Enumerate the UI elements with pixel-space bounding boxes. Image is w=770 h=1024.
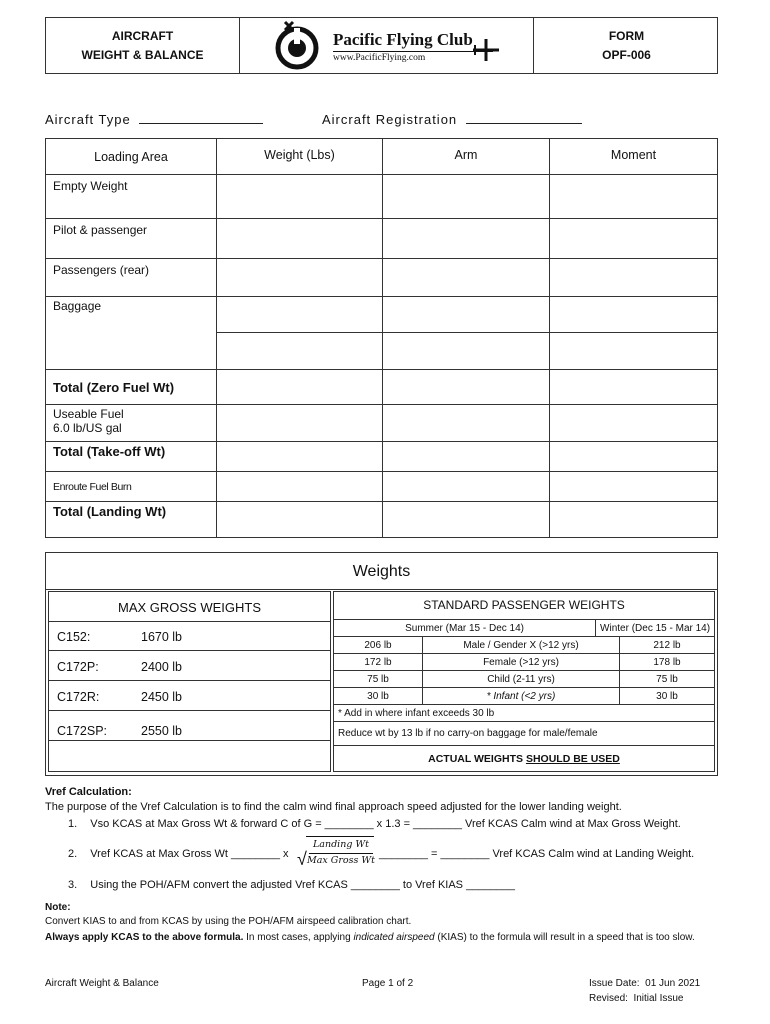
cell-input[interactable] [217, 370, 383, 405]
max-gross-panel [48, 591, 331, 772]
table-row [46, 259, 718, 297]
table-row [334, 620, 715, 637]
header-box [45, 17, 718, 74]
cell-input[interactable] [550, 219, 718, 259]
form-label: FORM [608, 29, 645, 43]
std-passenger-title: STANDARD PASSENGER WEIGHTS [423, 598, 625, 612]
cell-input[interactable] [383, 333, 550, 370]
row-label-zero-fuel: Total (Zero Fuel Wt) [46, 370, 217, 405]
header-right-cell [533, 18, 719, 73]
table-row [334, 746, 715, 772]
cell-input[interactable] [550, 370, 718, 405]
club-logo [239, 18, 579, 73]
cell-input[interactable] [383, 219, 550, 259]
table-row [46, 472, 718, 502]
weights-divider [46, 589, 717, 590]
cell-input[interactable] [217, 405, 383, 442]
table-row: 75 lb Child (2-11 yrs) 75 lb [334, 671, 715, 688]
vref-step-3: 3. Using the POH/AFM convert the adjusted Vref KCAS ________ to Vref KIAS ________ [68, 879, 516, 891]
fraction-numerator: Landing Wt [312, 839, 369, 850]
cell-input[interactable] [550, 472, 718, 502]
club-logo-icon [271, 20, 323, 72]
table-row: 172 lb Female (>12 yrs) 178 lb [334, 654, 715, 671]
cell-input[interactable] [383, 297, 550, 333]
weight-balance-table [45, 138, 718, 538]
row-label-rear-passengers: Passengers (rear) [46, 259, 217, 297]
cell-input[interactable] [217, 333, 383, 370]
table-row: * Add in where infant exceeds 30 lb [334, 705, 715, 722]
cell-input[interactable] [217, 175, 383, 219]
winter-header: Winter (Dec 15 - Mar 14) [596, 620, 715, 637]
footer-revised: Revised: Initial Issue [589, 993, 684, 1004]
aircraft-type-field[interactable] [139, 111, 263, 124]
cell-input[interactable] [550, 259, 718, 297]
std-passenger-panel [333, 591, 715, 772]
max-gross-row: C152: 1670 lb [49, 622, 330, 651]
row-label-empty-weight: Empty Weight [46, 175, 217, 219]
aircraft-registration-field[interactable] [466, 111, 582, 124]
header-left-cell [46, 18, 240, 73]
std-passenger-table [333, 619, 715, 772]
col-header-weight: Weight (Lbs) [217, 139, 383, 175]
cell-input[interactable] [217, 442, 383, 472]
cell-input[interactable] [383, 502, 550, 538]
cell-input[interactable] [217, 259, 383, 297]
cell-input[interactable] [550, 333, 718, 370]
actual-weights-note: ACTUAL WEIGHTS SHOULD BE USED [334, 746, 715, 772]
table-row [46, 442, 718, 472]
sqrt-fraction [297, 835, 377, 869]
row-label-takeoff: Total (Take-off Wt) [46, 442, 217, 472]
table-row: 206 lb Male / Gender X (>12 yrs) 212 lb [334, 637, 715, 654]
row-label-useable-fuel: Useable Fuel 6.0 lb/US gal [46, 405, 217, 442]
weights-box [45, 552, 718, 776]
table-row [46, 219, 718, 259]
cell-input[interactable] [383, 405, 550, 442]
vref-step-2: 2. Vref KCAS at Max Gross Wt ________ x [68, 848, 289, 860]
aircraft-registration-label: Aircraft Registration [322, 111, 582, 127]
row-label-pilot: Pilot & passenger [46, 219, 217, 259]
footer-issue-date: Issue Date: 01 Jun 2021 [589, 978, 701, 989]
table-row: 30 lb * Infant (<2 yrs) 30 lb [334, 688, 715, 705]
aircraft-type-label: Aircraft Type [45, 111, 263, 127]
cell-input[interactable] [383, 472, 550, 502]
col-header-arm: Arm [383, 139, 550, 175]
table-row [46, 405, 718, 442]
cell-input[interactable] [550, 442, 718, 472]
vref-step-1: 1. Vso KCAS at Max Gross Wt & forward C of G = ________ x 1.3 = ________ Vref KCAS Calm wind at Max Gross Weight. [68, 818, 681, 830]
cell-input[interactable] [217, 297, 383, 333]
col-header-moment: Moment [550, 139, 718, 175]
cell-input[interactable] [550, 405, 718, 442]
table-row [46, 502, 718, 538]
footer-page-number: Page 1 of 2 [362, 978, 414, 989]
form-number: OPF-006 [602, 48, 651, 62]
header-title-line1: AIRCRAFT [111, 29, 174, 43]
row-label-fuel-burn: Enroute Fuel Burn [46, 472, 217, 502]
vref-heading: Vref Calculation: [45, 786, 132, 798]
cell-input[interactable] [217, 502, 383, 538]
note-line-1: Convert KIAS to and from KCAS by using the POH/AFM airspeed calibration chart. [45, 916, 412, 927]
cell-input[interactable] [217, 472, 383, 502]
weights-title: Weights [352, 563, 411, 580]
max-gross-title: MAX GROSS WEIGHTS [117, 600, 261, 615]
cell-input[interactable] [217, 219, 383, 259]
cell-input[interactable] [383, 175, 550, 219]
cell-input[interactable] [550, 175, 718, 219]
row-label-landing: Total (Landing Wt) [46, 502, 217, 538]
header-title-line2: WEIGHT & BALANCE [81, 48, 204, 62]
table-row [46, 297, 718, 333]
cell-input[interactable] [383, 370, 550, 405]
note-heading: Note: [45, 902, 71, 913]
vref-step-2-result: ________ = ________ Vref KCAS Calm wind at Landing Weight. [379, 848, 695, 860]
table-row [46, 175, 718, 219]
footer-title: Aircraft Weight & Balance [45, 978, 159, 989]
note-line-2: Always apply KCAS to the above formula. In most cases, applying indicated airspeed (KIAS) to the formula will result in a speed that is too slow. [45, 932, 695, 943]
cell-input[interactable] [550, 502, 718, 538]
max-gross-row: C172SP: 2550 lb [49, 712, 330, 741]
summer-header: Summer (Mar 15 - Dec 14) [334, 620, 596, 637]
max-gross-row: C172R: 2450 lb [49, 682, 330, 711]
club-url: www.PacificFlying.com [333, 53, 426, 63]
vref-intro: The purpose of the Vref Calculation is to find the calm wind final approach speed adjusted for the lower landing weight. [45, 801, 622, 813]
table-row [46, 370, 718, 405]
cell-input[interactable] [383, 259, 550, 297]
table-row: Reduce wt by 13 lb if no carry-on baggage for male/female [334, 722, 715, 746]
fraction-denominator: Max Gross Wt [307, 855, 375, 866]
row-label-baggage: Baggage [46, 297, 217, 370]
cell-input[interactable] [383, 442, 550, 472]
logo-underline [333, 51, 493, 52]
cell-input[interactable] [550, 297, 718, 333]
airplane-icon [471, 37, 501, 63]
sqrt-sign: √ [297, 849, 307, 869]
col-header-loading-area: Loading Area [46, 139, 217, 175]
club-name: Pacific Flying Club [333, 30, 473, 49]
max-gross-row: C172P: 2400 lb [49, 652, 330, 681]
